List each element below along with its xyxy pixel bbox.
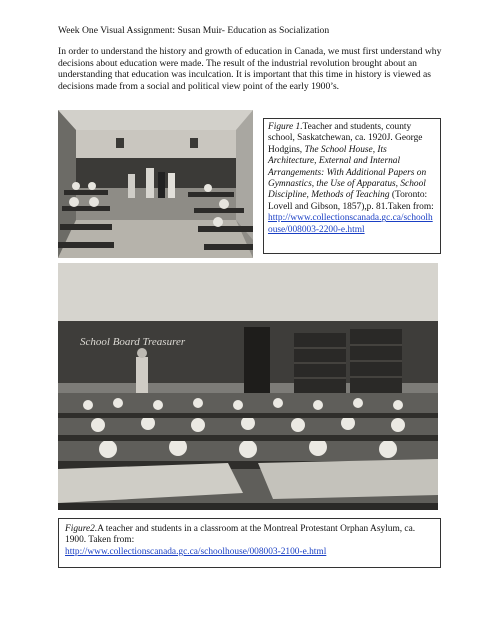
blackboard-writing: School Board Treasurer	[80, 336, 186, 348]
figure-2-caption	[58, 518, 441, 568]
figure-2-label: Figure2.	[65, 524, 98, 534]
figure-1-label: Figure 1.	[268, 122, 303, 132]
classroom-photo-2	[58, 263, 438, 510]
classroom-photo-1	[58, 110, 253, 258]
figure-2-text: A teacher and students in a classroom at the Montreal Protestant Orphan Asylum, ca. 1900. Taken from:	[65, 524, 416, 546]
document-title: Week One Visual Assignment: Susan Muir- Education as Socialization	[58, 25, 330, 36]
figure-1-caption	[263, 118, 441, 254]
intro-paragraph: In order to understand the history and growth of education in Canada, we must first understand why decisions about education were made. The result of the industrial revolution brought about an understanding that education was inculcation. It is important that this time in history is viewed as decisions made from a social and political view point of the early 1900’s.	[58, 46, 442, 92]
figure-1-book-title: The School House, Its Architecture, External and Internal Arrangements: With Additional Papers on Gymnastics, the Use of Apparatus, School Discipline, Methods of Teaching	[268, 144, 427, 201]
figure-2-link[interactable]: http://www.collectionscanada.gc.ca/schoolhouse/008003-2100-e.html	[65, 546, 327, 557]
figure-1-text-a: Teacher and students, county school, Saskatchewan, ca. 1920J. George Hodgins,	[268, 122, 423, 155]
figure-1-text-b: (Toronto: Lovell and Gibson, 1857),p. 81.Taken from:	[268, 190, 434, 212]
figure-1-link[interactable]: http://www.collectionscanada.gc.ca/schoolhouse/008003-2200-e.html	[268, 213, 433, 235]
